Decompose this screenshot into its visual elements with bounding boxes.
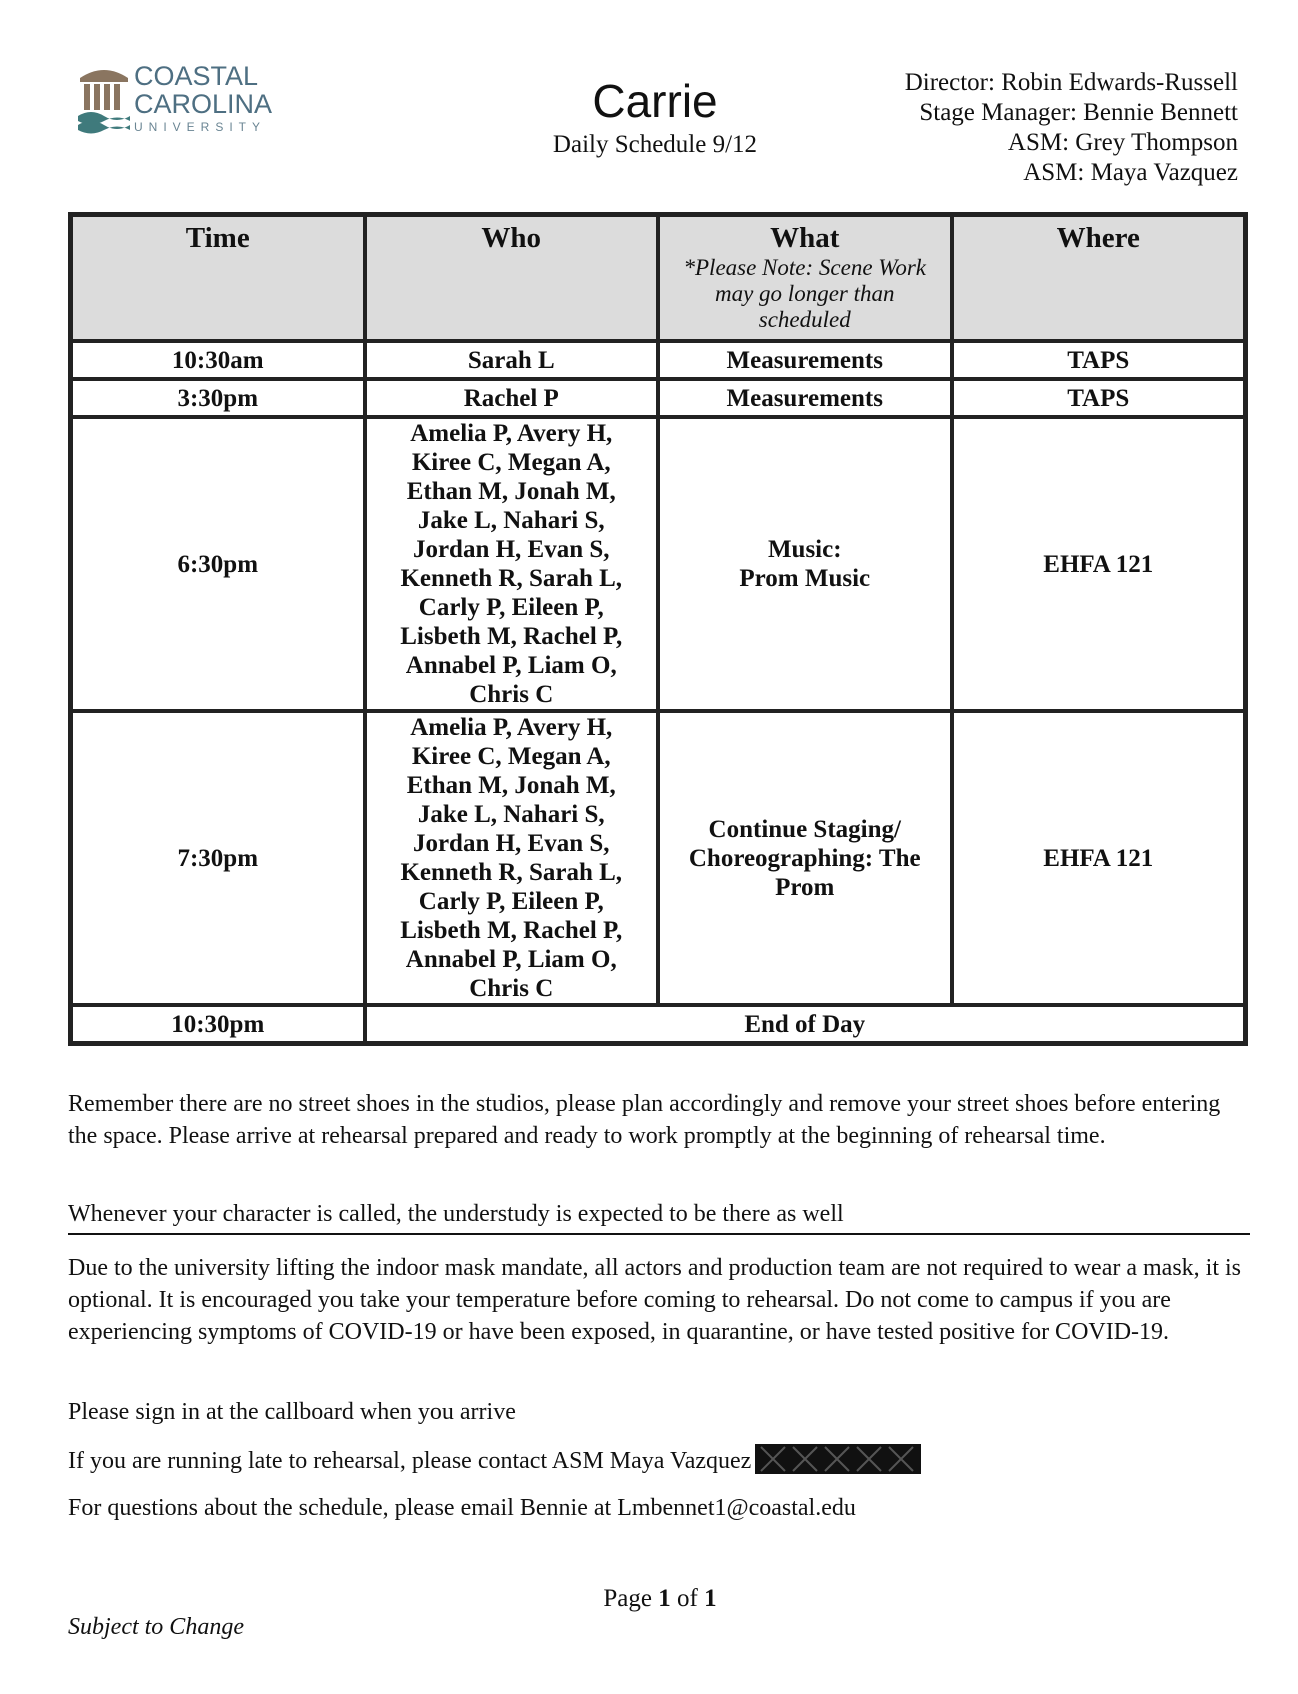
who-line: Kenneth R, Sarah L, [400, 859, 623, 886]
who-line: Kenneth R, Sarah L, [400, 565, 623, 592]
schedule-table [68, 212, 1248, 1046]
who-line: Chris C [469, 681, 554, 708]
what-line: Music: [767, 536, 842, 563]
who-line: Lisbeth M, Rachel P, [400, 623, 623, 650]
page-prefix: Page [603, 1585, 653, 1612]
staff-stage-manager: Stage Manager: Bennie Bennett [919, 99, 1238, 126]
cell-what [658, 417, 952, 711]
logo-line-1: COASTAL [134, 61, 259, 91]
who-line: Kiree C, Megan A, [411, 743, 611, 770]
cell-who: Sarah L [365, 341, 659, 379]
note-understudy: Whenever your character is called, the understudy is expected to be there as well [68, 1201, 844, 1227]
cell-what: End of Day [365, 1005, 1246, 1043]
page-of: of [677, 1585, 698, 1612]
staff-asm-1: ASM: Grey Thompson [1007, 129, 1238, 156]
who-line: Annabel P, Liam O, [405, 652, 617, 679]
staff-asm-2: ASM: Maya Vazquez [1023, 159, 1238, 186]
staff-director: Director: Robin Edwards-Russell [904, 69, 1238, 96]
who-line: Amelia P, Avery H, [410, 714, 613, 741]
who-line: Ethan M, Jonah M, [406, 478, 616, 505]
who-line: Carly P, Eileen P, [418, 888, 604, 915]
cell-time: 10:30am [71, 341, 365, 379]
header-who: Who [365, 215, 659, 341]
subject-to-change: Subject to Change [68, 1614, 244, 1640]
page-current: 1 [658, 1585, 671, 1612]
cell-time: 3:30pm [71, 379, 365, 417]
who-line: Jake L, Nahari S, [417, 801, 605, 828]
page-number [560, 1584, 760, 1614]
redaction-pattern-icon [755, 1444, 921, 1474]
note-covid: Due to the university lifting the indoor mask mandate, all actors and production team are not required to wear a mask, it is optional. It is encouraged you take your temperature before coming to rehearsal. Do not come to campus if you are experiencing symptoms of COVID-19 or have been exposed, in quarantine, or have tested positive for COVID-19. [68, 1255, 1241, 1345]
table-row [71, 417, 1245, 711]
who-line: Jordan H, Evan S, [412, 830, 610, 857]
cell-what: Measurements [658, 341, 952, 379]
cell-time: 7:30pm [71, 711, 365, 1005]
who-line: Lisbeth M, Rachel P, [400, 917, 623, 944]
table-header-row [71, 215, 1245, 341]
who-line: Chris C [469, 975, 554, 1002]
cell-where: EHFA 121 [952, 417, 1246, 711]
logo-line-3: UNIVERSITY [134, 120, 267, 134]
what-line: Choreographing: The [688, 844, 921, 872]
page-total: 1 [704, 1585, 717, 1612]
cell-who [365, 417, 659, 711]
who-line: Jake L, Nahari S, [417, 507, 605, 534]
table-row [71, 711, 1245, 1005]
divider [68, 1233, 1250, 1235]
cell-what [658, 711, 952, 1005]
table-row [71, 341, 1245, 379]
header-what-note: *Please Note: Scene Work may go longer than scheduled [683, 255, 926, 332]
cell-where: EHFA 121 [952, 711, 1246, 1005]
who-line: Annabel P, Liam O, [405, 946, 617, 973]
staff-list [905, 68, 1238, 188]
who-line: Ethan M, Jonah M, [406, 772, 616, 799]
cell-what: Measurements [658, 379, 952, 417]
university-logo [78, 62, 278, 142]
note-running-late-text: If you are running late to rehearsal, please contact ASM Maya Vazquez [68, 1448, 752, 1474]
table-row [71, 379, 1245, 417]
columns-logo-icon [78, 64, 130, 134]
note-sign-in: Please sign in at the callboard when you arrive [68, 1399, 516, 1425]
cell-time: 10:30pm [71, 1005, 365, 1043]
who-line: Amelia P, Avery H, [410, 420, 613, 447]
cell-who [365, 711, 659, 1005]
header-what [658, 215, 952, 341]
cell-time: 6:30pm [71, 417, 365, 711]
header-time: Time [71, 215, 365, 341]
cell-where: TAPS [952, 341, 1246, 379]
logo-line-2: CAROLINA [134, 89, 273, 119]
what-line: Continue Staging/ [708, 815, 901, 843]
who-line: Jordan H, Evan S, [412, 536, 610, 563]
note-schedule-questions: For questions about the schedule, please email Bennie at Lmbennet1@coastal.edu [68, 1495, 856, 1521]
page-title: Carrie [592, 75, 718, 127]
who-line: Carly P, Eileen P, [418, 594, 604, 621]
header-what-label: What [770, 222, 840, 254]
note-running-late [68, 1444, 1248, 1477]
cell-where: TAPS [952, 379, 1246, 417]
cell-who: Rachel P [365, 379, 659, 417]
note-street-shoes: Remember there are no street shoes in the studios, please plan accordingly and remove your street shoes before entering the space. Please arrive at rehearsal prepared and ready to work promptly at the beginning of rehearsal time. [68, 1091, 1221, 1149]
what-line: Prom [775, 873, 835, 901]
who-line: Kiree C, Megan A, [411, 449, 611, 476]
header-where: Where [952, 215, 1246, 341]
table-row [71, 1005, 1245, 1043]
page-subtitle: Daily Schedule 9/12 [552, 131, 758, 158]
what-line: Prom Music [739, 565, 871, 592]
redacted-phone [755, 1444, 921, 1474]
